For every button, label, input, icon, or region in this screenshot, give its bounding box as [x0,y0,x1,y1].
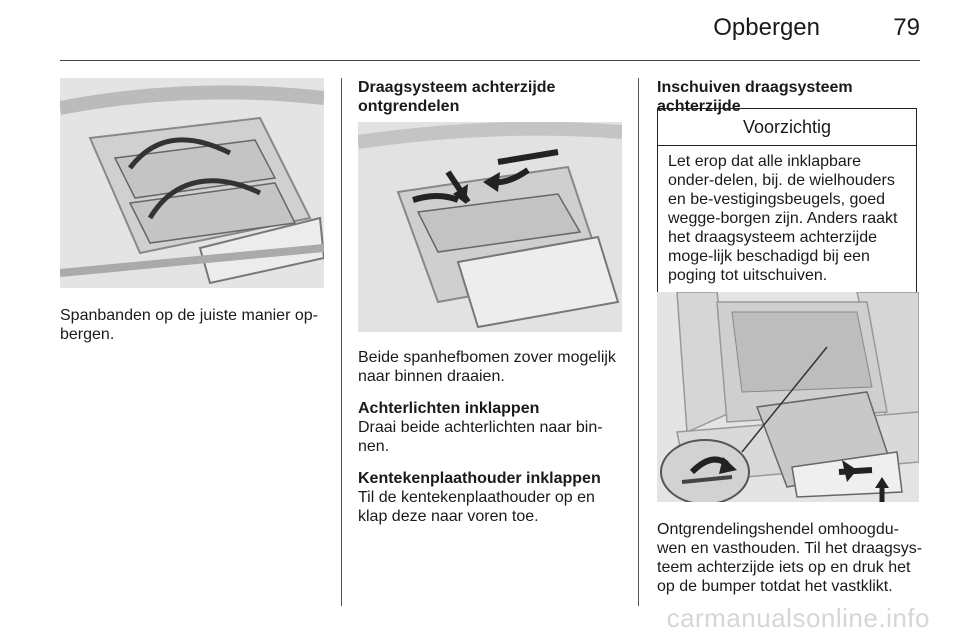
column-divider-2 [638,78,639,606]
col2-section [358,78,624,116]
watermark: carmanualsonline.info [666,603,930,633]
heading-slide-in: Inschuiven draagsysteem achterzijde [657,79,853,115]
heading-taillights: Achterlichten inklappen [358,400,540,417]
figure-unlock [358,122,622,332]
para-unlock: Beide spanhefbomen zover mogelijk naar binnen draaien. [358,349,616,385]
para-taillights: Draai beide achterlichten naar bin-nen. [358,419,603,455]
para-slide-in: Ontgrendelingshendel omhoogdu-wen en vasthouden. Til het draagsys-teem achterzijde iets op en druk het op de bumper totdat het vastklikt. [657,521,923,595]
col2-body [358,348,624,526]
caution-text: Let erop dat alle inklapbare onder-delen, bij. de wielhouders en be-vestigingsbeugels, goed wegge-borgen zijn. Anders raakt het draagsysteem achterzijde moge-lijk beschadigd bij een poging tot uitschuiven. [668,153,898,284]
para-plateholder: Til de kentekenplaathouder op en klap deze naar voren toe. [358,489,595,525]
figure-straps [60,78,324,288]
figure-slide-in [657,292,919,502]
heading-plateholder: Kentekenplaathouder inklappen [358,470,601,487]
column-divider-1 [341,78,342,606]
col3-body [657,520,927,596]
caution-title: Voorzichtig [658,109,916,146]
page-header-title: Opbergen [713,14,820,41]
header-rule [60,60,920,61]
caption-straps: Spanbanden op de juiste manier op-bergen. [60,307,318,343]
heading-unlock: Draagsysteem achterzijde ontgrendelen [358,79,556,115]
caution-box [657,108,917,306]
page-number: 79 [893,14,920,41]
